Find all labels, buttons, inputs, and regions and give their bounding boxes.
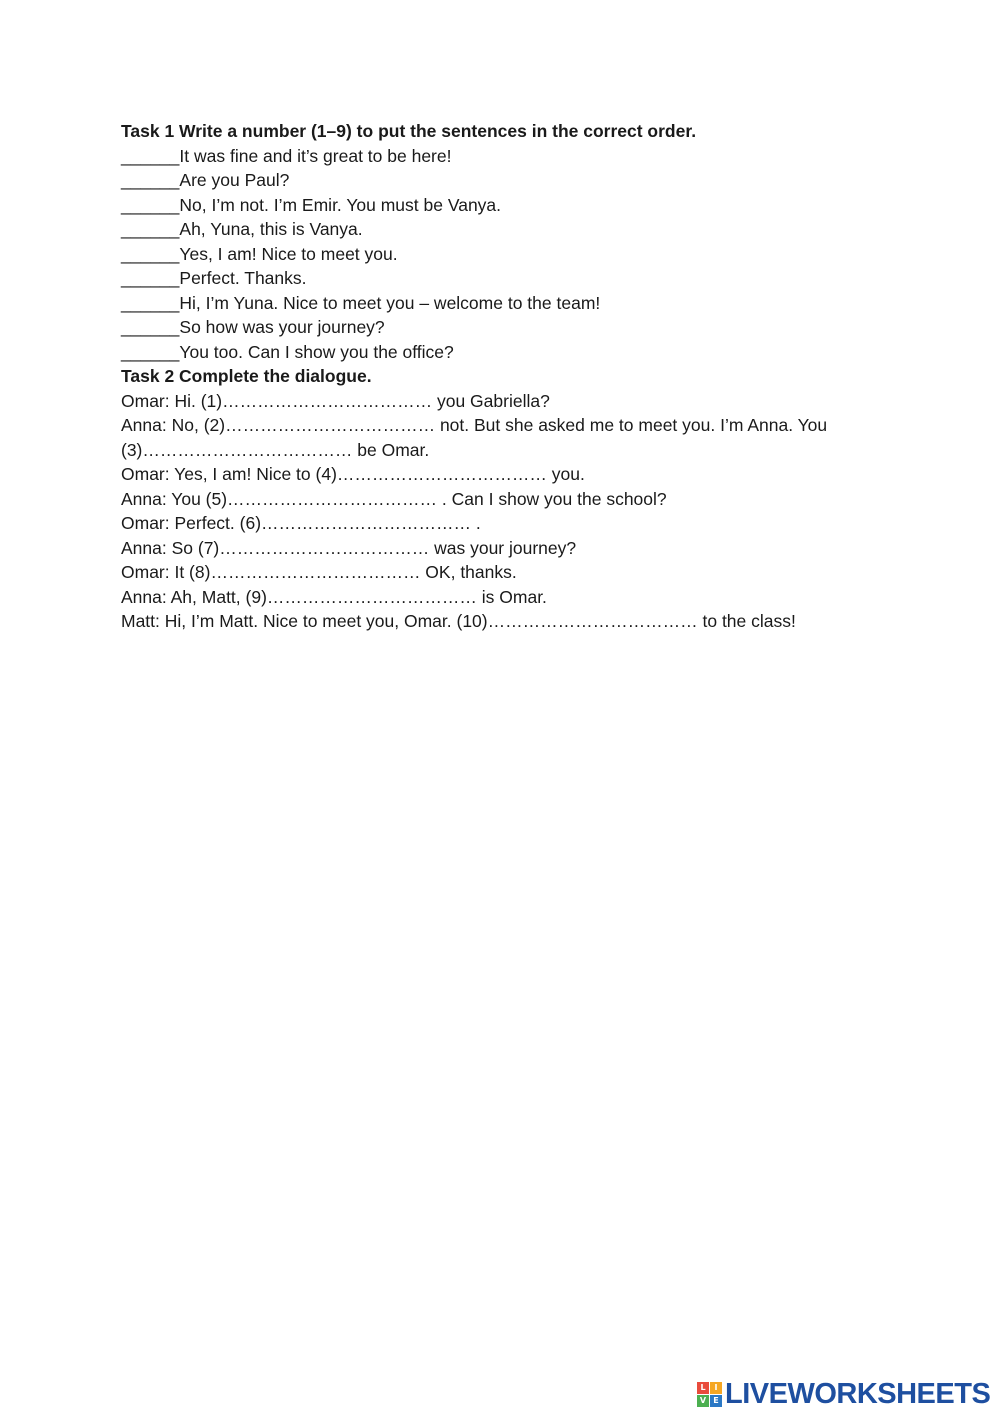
dialogue-line[interactable]: Anna: So (7)……………………………… was your journey? [121,537,577,558]
dialogue-line[interactable]: Matt: Hi, I’m Matt. Nice to meet you, Omar. (10)……………………………… to the class! [121,611,796,631]
task1-title: Task 1 Write a number (1–9) to put the sentences in the correct order. [121,121,697,141]
order-blank[interactable]: ______ [121,292,180,313]
dialogue-line[interactable]: Anna: No, (2)……………………………… not. But she asked me to meet you. I’m Anna. You (3)……………………………… be Omar. [121,415,828,460]
task1-item [121,242,921,267]
task1-item [121,266,921,291]
liveworksheets-logo [697,1378,990,1410]
logo-tile: V [697,1395,709,1407]
logo-tile: I [710,1382,722,1394]
logo-tile: E [710,1395,722,1407]
task1-sentence: No, I’m not. I’m Emir. You must be Vanya. [179,194,502,215]
task1-item [121,291,921,316]
logo-mark-icon [697,1382,722,1407]
task1-sentence: Hi, I’m Yuna. Nice to meet you – welcome to the team! [179,292,601,313]
order-blank[interactable]: ______ [121,145,180,166]
logo-tile: L [697,1382,709,1394]
task1-item [121,340,921,365]
order-blank[interactable]: ______ [121,194,180,215]
dialogue-line[interactable]: Anna: You (5)……………………………… . Can I show you the school? [121,488,667,509]
task1-item [121,217,921,242]
task2-title: Task 2 Complete the dialogue. [121,366,372,386]
task1-item [121,144,921,169]
logo-text: LIVEWORKSHEETS [725,1377,991,1410]
task1-sentence: Perfect. Thanks. [179,268,307,288]
dialogue-line[interactable]: Omar: Yes, I am! Nice to (4)……………………………… you. [121,464,585,484]
task1-item [121,315,921,340]
task1-item [121,193,921,218]
order-blank[interactable]: ______ [121,317,180,337]
task1-sentence: It was fine and it’s great to be here! [179,145,452,166]
dialogue-line[interactable]: Omar: Perfect. (6)……………………………… . [121,513,481,533]
order-blank[interactable]: ______ [121,170,180,190]
task1-sentence: You too. Can I show you the office? [179,341,454,362]
dialogue-line[interactable]: Omar: Hi. (1)……………………………… you Gabriella? [121,390,550,411]
dialogue-line[interactable]: Omar: It (8)……………………………… OK, thanks. [121,562,517,582]
worksheet [121,119,921,634]
task1-sentence: Yes, I am! Nice to meet you. [179,243,398,264]
task1-sentence: Are you Paul? [179,170,290,190]
dialogue-line[interactable]: Anna: Ah, Matt, (9)……………………………… is Omar. [121,586,547,607]
order-blank[interactable]: ______ [121,243,180,264]
order-blank[interactable]: ______ [121,219,180,239]
order-blank[interactable]: ______ [121,341,180,362]
order-blank[interactable]: ______ [121,268,180,288]
task1-item [121,168,921,193]
task1-sentence: So how was your journey? [179,317,385,337]
task1-sentence: Ah, Yuna, this is Vanya. [179,219,363,239]
